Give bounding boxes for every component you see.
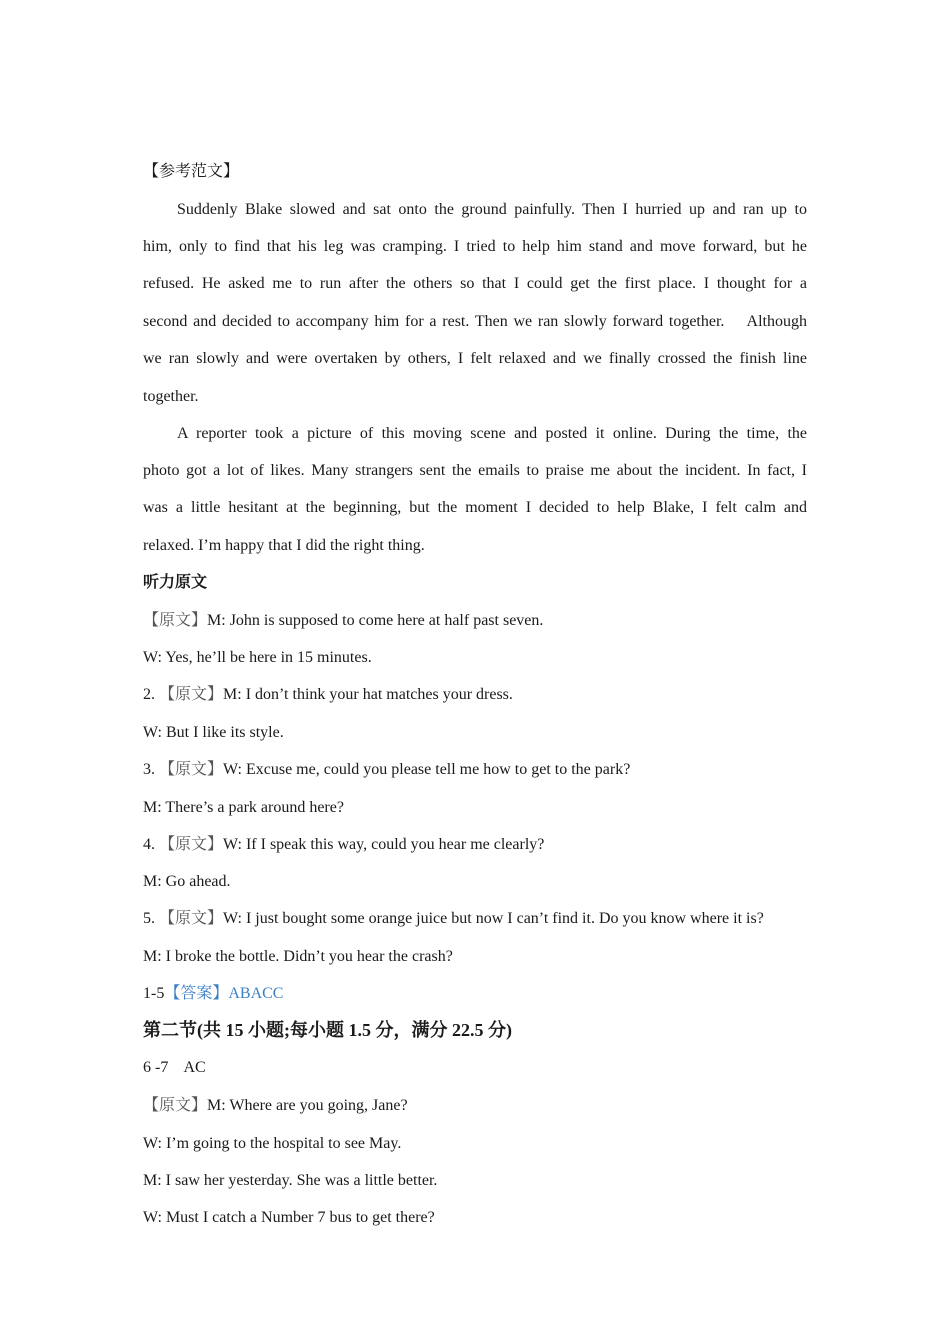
essay-p2-line-3: was a little hesitant at the beginning, but the moment I decided to help Blake, I felt calm and [143,499,807,516]
original-text-tag: 【原文】 [159,836,224,853]
essay-p2-line-2: photo got a lot of likes. Many strangers sent the emails to praise me about the incident. In fact, I [143,462,807,479]
item-number: 4. [143,836,155,853]
listening-item-1-answer: W: Yes, he’ll be here in 15 minutes. [143,649,372,666]
essay-p1-line-1: Suddenly Blake slowed and sat onto the ground painfully. Then I hurried up and ran up to [177,201,807,218]
answer-tag: 【答案】 [164,985,229,1002]
original-text-tag: 【原文】 [159,761,224,778]
question-text: W: If I speak this way, could you hear me clearly? [223,836,545,853]
question-text: M: John is supposed to come here at half past seven. [207,612,544,629]
listening-item-2-answer: W: But I like its style. [143,724,284,741]
listening-item-4-question [143,835,807,855]
original-text-tag: 【原文】 [159,686,224,703]
original-text-tag: 【原文】 [143,1097,208,1114]
essay-p1-line-4: second and decided to accompany him for a rest. Then we ran slowly forward together. Although [143,313,807,330]
essay-p2-line-4: relaxed. I’m happy that I did the right thing. [143,537,425,554]
listening-item-5-question [143,909,807,929]
answer-key: ABACC [228,985,284,1002]
original-text-tag: 【原文】 [159,910,224,927]
question-text: M: I don’t think your hat matches your dress. [223,686,513,703]
item-number: 2. [143,686,155,703]
question-text: W: I just bought some orange juice but now I can’t find it. Do you know where it is? [223,910,764,927]
question-text: W: Excuse me, could you please tell me how to get to the park? [223,761,631,778]
section2-title: 第二节(共 15 小题;每小题 1.5 分，满分 22.5 分) [143,1020,512,1040]
listening-item-5-answer: M: I broke the bottle. Didn’t you hear the crash? [143,948,453,965]
section2-line-2: W: I’m going to the hospital to see May. [143,1135,402,1152]
essay-p1-line-3: refused. He asked me to run after the others so that I could get the first place. I thought for a [143,275,807,292]
item-number: 3. [143,761,155,778]
listening-item-4-answer: M: Go ahead. [143,873,231,890]
essay-p1-line-5: we ran slowly and were overtaken by others, I felt relaxed and we finally crossed the finish line [143,350,807,367]
item-number: 5. [143,910,155,927]
essay-p1-line-6: together. [143,388,199,405]
essay-p2-line-1: A reporter took a picture of this moving scene and posted it online. During the time, the [177,425,807,442]
essay-p1-line-2: him, only to find that his leg was cramping. I tried to help him stand and move forward, but he [143,238,807,255]
original-text-tag: 【原文】 [143,612,208,629]
listening-item-3-question [143,760,807,780]
section2-line-4: W: Must I catch a Number 7 bus to get there? [143,1209,435,1226]
listening-title: 听力原文 [143,574,208,591]
section2-answer-line: 6 -7 AC [143,1059,206,1076]
listening-item-1-question [143,611,807,631]
essay-heading: 【参考范文】 [143,163,240,180]
listening-answer-line [143,984,807,1004]
dialogue-text: M: Where are you going, Jane? [207,1097,408,1114]
listening-item-3-answer: M: There’s a park around here? [143,799,344,816]
section2-line-3: M: I saw her yesterday. She was a little better. [143,1172,438,1189]
listening-item-2-question [143,685,807,705]
answer-range: 1-5 [143,985,165,1002]
section2-line-1 [143,1096,807,1116]
